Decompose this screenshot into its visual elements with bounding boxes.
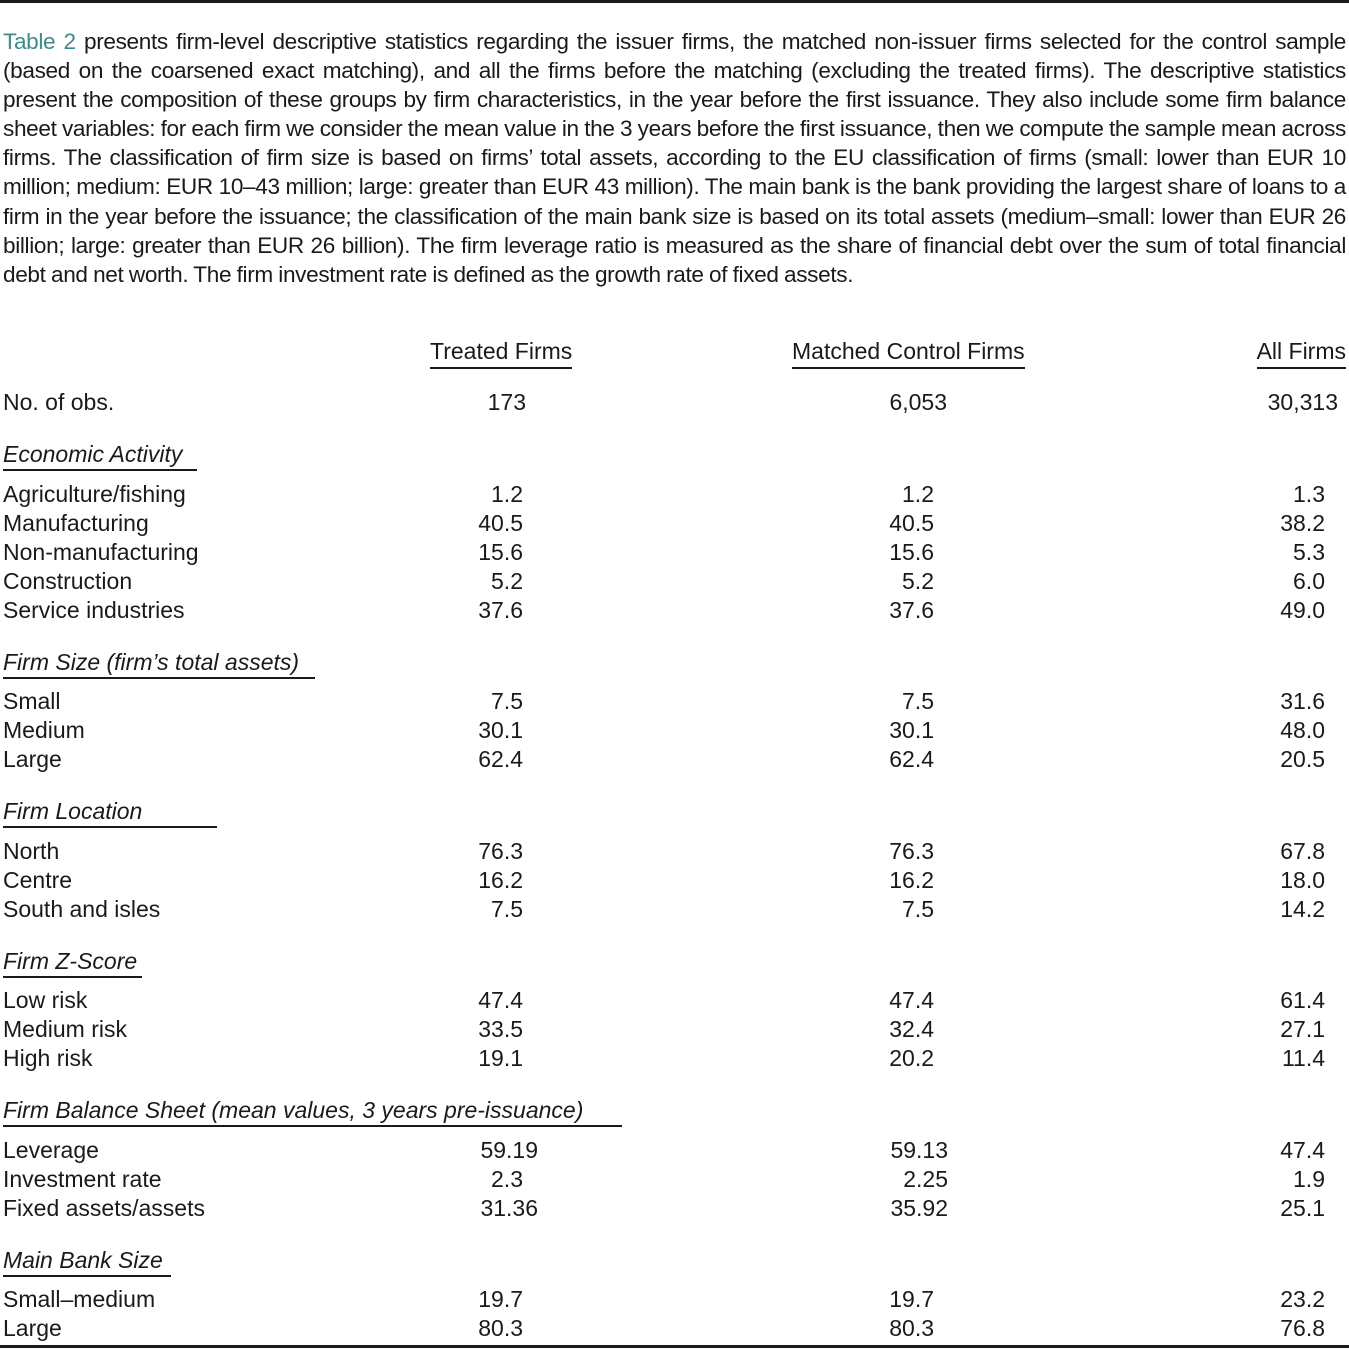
cell-all: 30,313 <box>1267 389 1338 415</box>
table-row <box>0 1286 1349 1315</box>
column-header-treated: Treated Firms <box>430 338 572 369</box>
row-label: South and isles <box>3 896 161 922</box>
row-label: Manufacturing <box>3 510 149 536</box>
section-firm-z-score: Firm Z-Score <box>3 948 142 978</box>
cell-matched: 16.2 <box>889 867 934 893</box>
cell-treated: 173 <box>487 389 526 415</box>
row-label: Small <box>3 688 61 714</box>
caption-text: presents firm-level descriptive statistics regarding the issuer firms, the matched non-issuer firms selected for the control sample (based on the coarsened exact matching), and all the firms before the matching (excluding the treated firms). The descriptive statistics present the composition of these groups by firm characteristics, in the year before the first issuance. They also include some firm balance sheet variables: for each firm we consider the mean value in the 3 years before the first issuance, then we compute the sample mean across firms. The classification of firm size is based on firms’ total assets, according to the EU classification of firms (small: lower than EUR 10 million; medium: EUR 10–43 million; large: greater than EUR 43 million). The main bank is the bank providing the largest share of loans to a firm in the year before the issuance; the classification of the main bank size is based on its total assets (medium–small: lower than EUR 26 billion; large: greater than EUR 26 billion). The firm leverage ratio is measured as the share of financial debt over the sum of total financial debt and net worth. The firm investment rate is defined as the growth rate of fixed assets. <box>3 29 1346 287</box>
table-row <box>0 717 1349 746</box>
section-economic-activity: Economic Activity <box>3 441 197 471</box>
cell-treated: 16.2 <box>478 867 523 893</box>
cell-matched: 40.5 <box>889 510 934 536</box>
cell-matched: 2.25 <box>903 1166 948 1192</box>
cell-treated: 30.1 <box>478 717 523 743</box>
cell-matched: 35.92 <box>890 1195 948 1221</box>
row-label: North <box>3 838 60 864</box>
column-header-all: All Firms <box>1257 338 1346 369</box>
cell-matched: 19.7 <box>889 1286 934 1312</box>
cell-all: 49.0 <box>1280 597 1325 623</box>
cell-matched: 1.2 <box>902 481 934 507</box>
cell-treated: 15.6 <box>478 539 523 565</box>
row-label: Large <box>3 746 62 772</box>
cell-matched: 7.5 <box>902 896 934 922</box>
cell-matched: 30.1 <box>889 717 934 743</box>
cell-treated: 19.7 <box>478 1286 523 1312</box>
table-row <box>0 1195 1349 1224</box>
row-label: Low risk <box>3 987 88 1013</box>
table-row <box>0 1016 1349 1045</box>
column-header-matched: Matched Control Firms <box>792 338 1025 369</box>
cell-all: 1.9 <box>1293 1166 1325 1192</box>
cell-treated: 31.36 <box>480 1195 538 1221</box>
cell-treated: 33.5 <box>478 1016 523 1042</box>
cell-matched: 37.6 <box>889 597 934 623</box>
cell-matched: 59.13 <box>890 1137 948 1163</box>
cell-treated: 80.3 <box>478 1315 523 1341</box>
row-label: Large <box>3 1315 62 1341</box>
table-row <box>0 1045 1349 1074</box>
cell-all: 38.2 <box>1280 510 1325 536</box>
cell-matched: 80.3 <box>889 1315 934 1341</box>
cell-all: 20.5 <box>1280 746 1325 772</box>
row-label: Medium risk <box>3 1016 127 1042</box>
cell-treated: 5.2 <box>491 568 523 594</box>
row-label: Service industries <box>3 597 185 623</box>
cell-treated: 62.4 <box>478 746 523 772</box>
cell-all: 6.0 <box>1293 568 1325 594</box>
cell-treated: 59.19 <box>480 1137 538 1163</box>
cell-all: 25.1 <box>1280 1195 1325 1221</box>
table-row <box>0 688 1349 717</box>
row-label: Centre <box>3 867 73 893</box>
cell-treated: 7.5 <box>491 896 523 922</box>
section-firm-balance-sheet: Firm Balance Sheet (mean values, 3 years pre-issuance) <box>3 1097 622 1127</box>
row-label: Fixed assets/assets <box>3 1195 205 1221</box>
cell-all: 14.2 <box>1280 896 1325 922</box>
cell-all: 47.4 <box>1280 1137 1325 1163</box>
table-row <box>0 1315 1349 1344</box>
section-main-bank-size: Main Bank Size <box>3 1247 171 1277</box>
cell-matched: 6,053 <box>889 389 947 415</box>
cell-all: 61.4 <box>1280 987 1325 1013</box>
cell-treated: 76.3 <box>478 838 523 864</box>
cell-treated: 19.1 <box>478 1045 523 1071</box>
cell-all: 76.8 <box>1280 1315 1325 1341</box>
row-label: Leverage <box>3 1137 99 1163</box>
cell-treated: 47.4 <box>478 987 523 1013</box>
table-row-obs <box>0 389 1349 418</box>
table-reference-link[interactable]: Table 2 <box>3 29 76 54</box>
cell-all: 18.0 <box>1280 867 1325 893</box>
section-firm-location: Firm Location <box>3 798 217 828</box>
table-row <box>0 896 1349 925</box>
row-label: High risk <box>3 1045 93 1071</box>
cell-matched: 5.2 <box>902 568 934 594</box>
cell-all: 27.1 <box>1280 1016 1325 1042</box>
cell-treated: 1.2 <box>491 481 523 507</box>
cell-matched: 47.4 <box>889 987 934 1013</box>
row-label: Construction <box>3 568 133 594</box>
cell-all: 67.8 <box>1280 838 1325 864</box>
table-row <box>0 987 1349 1016</box>
table-row <box>0 1137 1349 1166</box>
table-bottom-rule <box>0 1345 1349 1348</box>
table-row <box>0 597 1349 626</box>
row-label: Non-manufacturing <box>3 539 199 565</box>
table-caption <box>3 27 1346 289</box>
table-row <box>0 838 1349 867</box>
cell-all: 5.3 <box>1293 539 1325 565</box>
cell-matched: 7.5 <box>902 688 934 714</box>
table-row <box>0 481 1349 510</box>
cell-matched: 32.4 <box>889 1016 934 1042</box>
cell-all: 11.4 <box>1281 1045 1325 1071</box>
table-row <box>0 746 1349 775</box>
cell-all: 31.6 <box>1280 688 1325 714</box>
cell-treated: 2.3 <box>491 1166 523 1192</box>
table-top-rule <box>0 0 1349 3</box>
table-row <box>0 568 1349 597</box>
table-row <box>0 867 1349 896</box>
row-label: Agriculture/fishing <box>3 481 186 507</box>
row-label: No. of obs. <box>3 389 115 415</box>
cell-treated: 7.5 <box>491 688 523 714</box>
cell-treated: 37.6 <box>478 597 523 623</box>
cell-matched: 15.6 <box>889 539 934 565</box>
row-label: Investment rate <box>3 1166 162 1192</box>
cell-all: 48.0 <box>1280 717 1325 743</box>
row-label: Medium <box>3 717 85 743</box>
table-row <box>0 539 1349 568</box>
cell-all: 1.3 <box>1293 481 1325 507</box>
cell-matched: 76.3 <box>889 838 934 864</box>
cell-treated: 40.5 <box>478 510 523 536</box>
cell-matched: 20.2 <box>889 1045 934 1071</box>
row-label: Small–medium <box>3 1286 156 1312</box>
table-row <box>0 510 1349 539</box>
section-firm-size: Firm Size (firm’s total assets) <box>3 649 315 679</box>
cell-matched: 62.4 <box>889 746 934 772</box>
table-row <box>0 1166 1349 1195</box>
cell-all: 23.2 <box>1280 1286 1325 1312</box>
